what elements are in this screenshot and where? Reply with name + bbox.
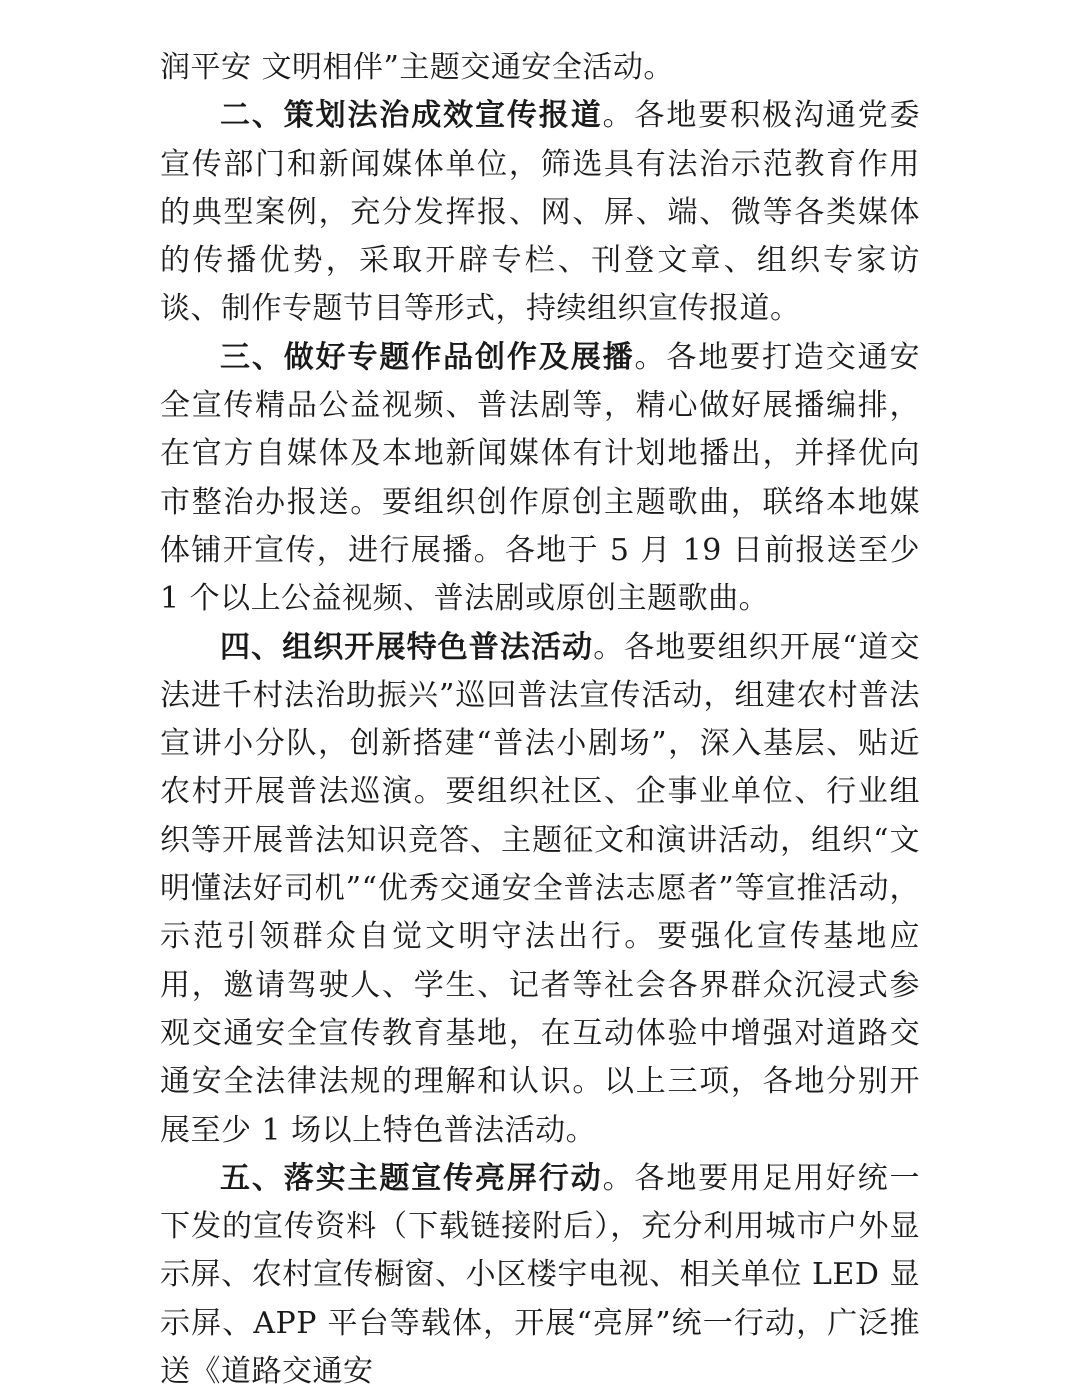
paragraph-body: 润平安 文明相伴”主题交通安全活动。 [160,50,674,85]
document-page [160,44,920,1396]
paragraph-continuation [160,44,920,92]
paragraph-body: 。各地要组织开展“道交法进千村法治助振兴”巡回普法宣传活动，组建农村普法宣讲小分队，创新搭建“普法小剧场”，深入基层、贴近农村开展普法巡演。要组织社区、企事业单位、行业组织等开展普法知识竞答、主题征文和演讲活动，组织“文明懂法好司机”“优秀交通安全普法志愿者”等宣推活动，示范引领群众自觉文明守法出行。要强化宣传基地应用，邀请驾驶人、学生、记者等社会各界群众沉浸式参观交通安全宣传教育基地，在互动体验中增强对道路交通安全法律法规的理解和认识。以上三项，各地分别开展至少 1 场以上特色普法活动。 [160,629,921,1148]
paragraph-body: 。各地要积极沟通党委宣传部门和新闻媒体单位，筛选具有法治示范教育作用的典型案例，充分发挥报、网、屏、端、微等各类媒体的传播优势，采取开辟专栏、刊登文章、组织专家访谈、制作专题节目等形式，持续组织宣传报道。 [160,98,921,327]
paragraph-section-2 [160,92,920,333]
paragraph-body: 。各地要用足用好统一下发的宣传资料（下载链接附后），充分利用城市户外显示屏、农村宣传橱窗、小区楼宇电视、相关单位 LED 显示屏、APP 平台等载体，开展“亮屏”统一行动，广泛推送《道路交通安 [160,1160,921,1390]
paragraph-body: 。各地要打造交通安全宣传精品公益视频、普法剧等，精心做好展播编排，在官方自媒体及本地新闻媒体有计划地播出，并择优向市整治办报送。要组织创作原创主题歌曲，联络本地媒体铺开宣传，进行展播。各地于 5 月 19 日前报送至少 1 个以上公益视频、普法剧或原创主题歌曲。 [160,339,921,617]
paragraph-section-3 [160,334,920,624]
section-heading: 四、组织开展特色普法活动 [220,629,594,665]
section-heading: 三、做好专题作品创作及展播 [220,339,635,375]
section-heading: 二、策划法治成效宣传报道 [220,98,603,134]
paragraph-section-4 [160,624,920,1155]
paragraph-section-5 [160,1155,920,1396]
section-heading: 五、落实主题宣传亮屏行动 [220,1160,603,1196]
